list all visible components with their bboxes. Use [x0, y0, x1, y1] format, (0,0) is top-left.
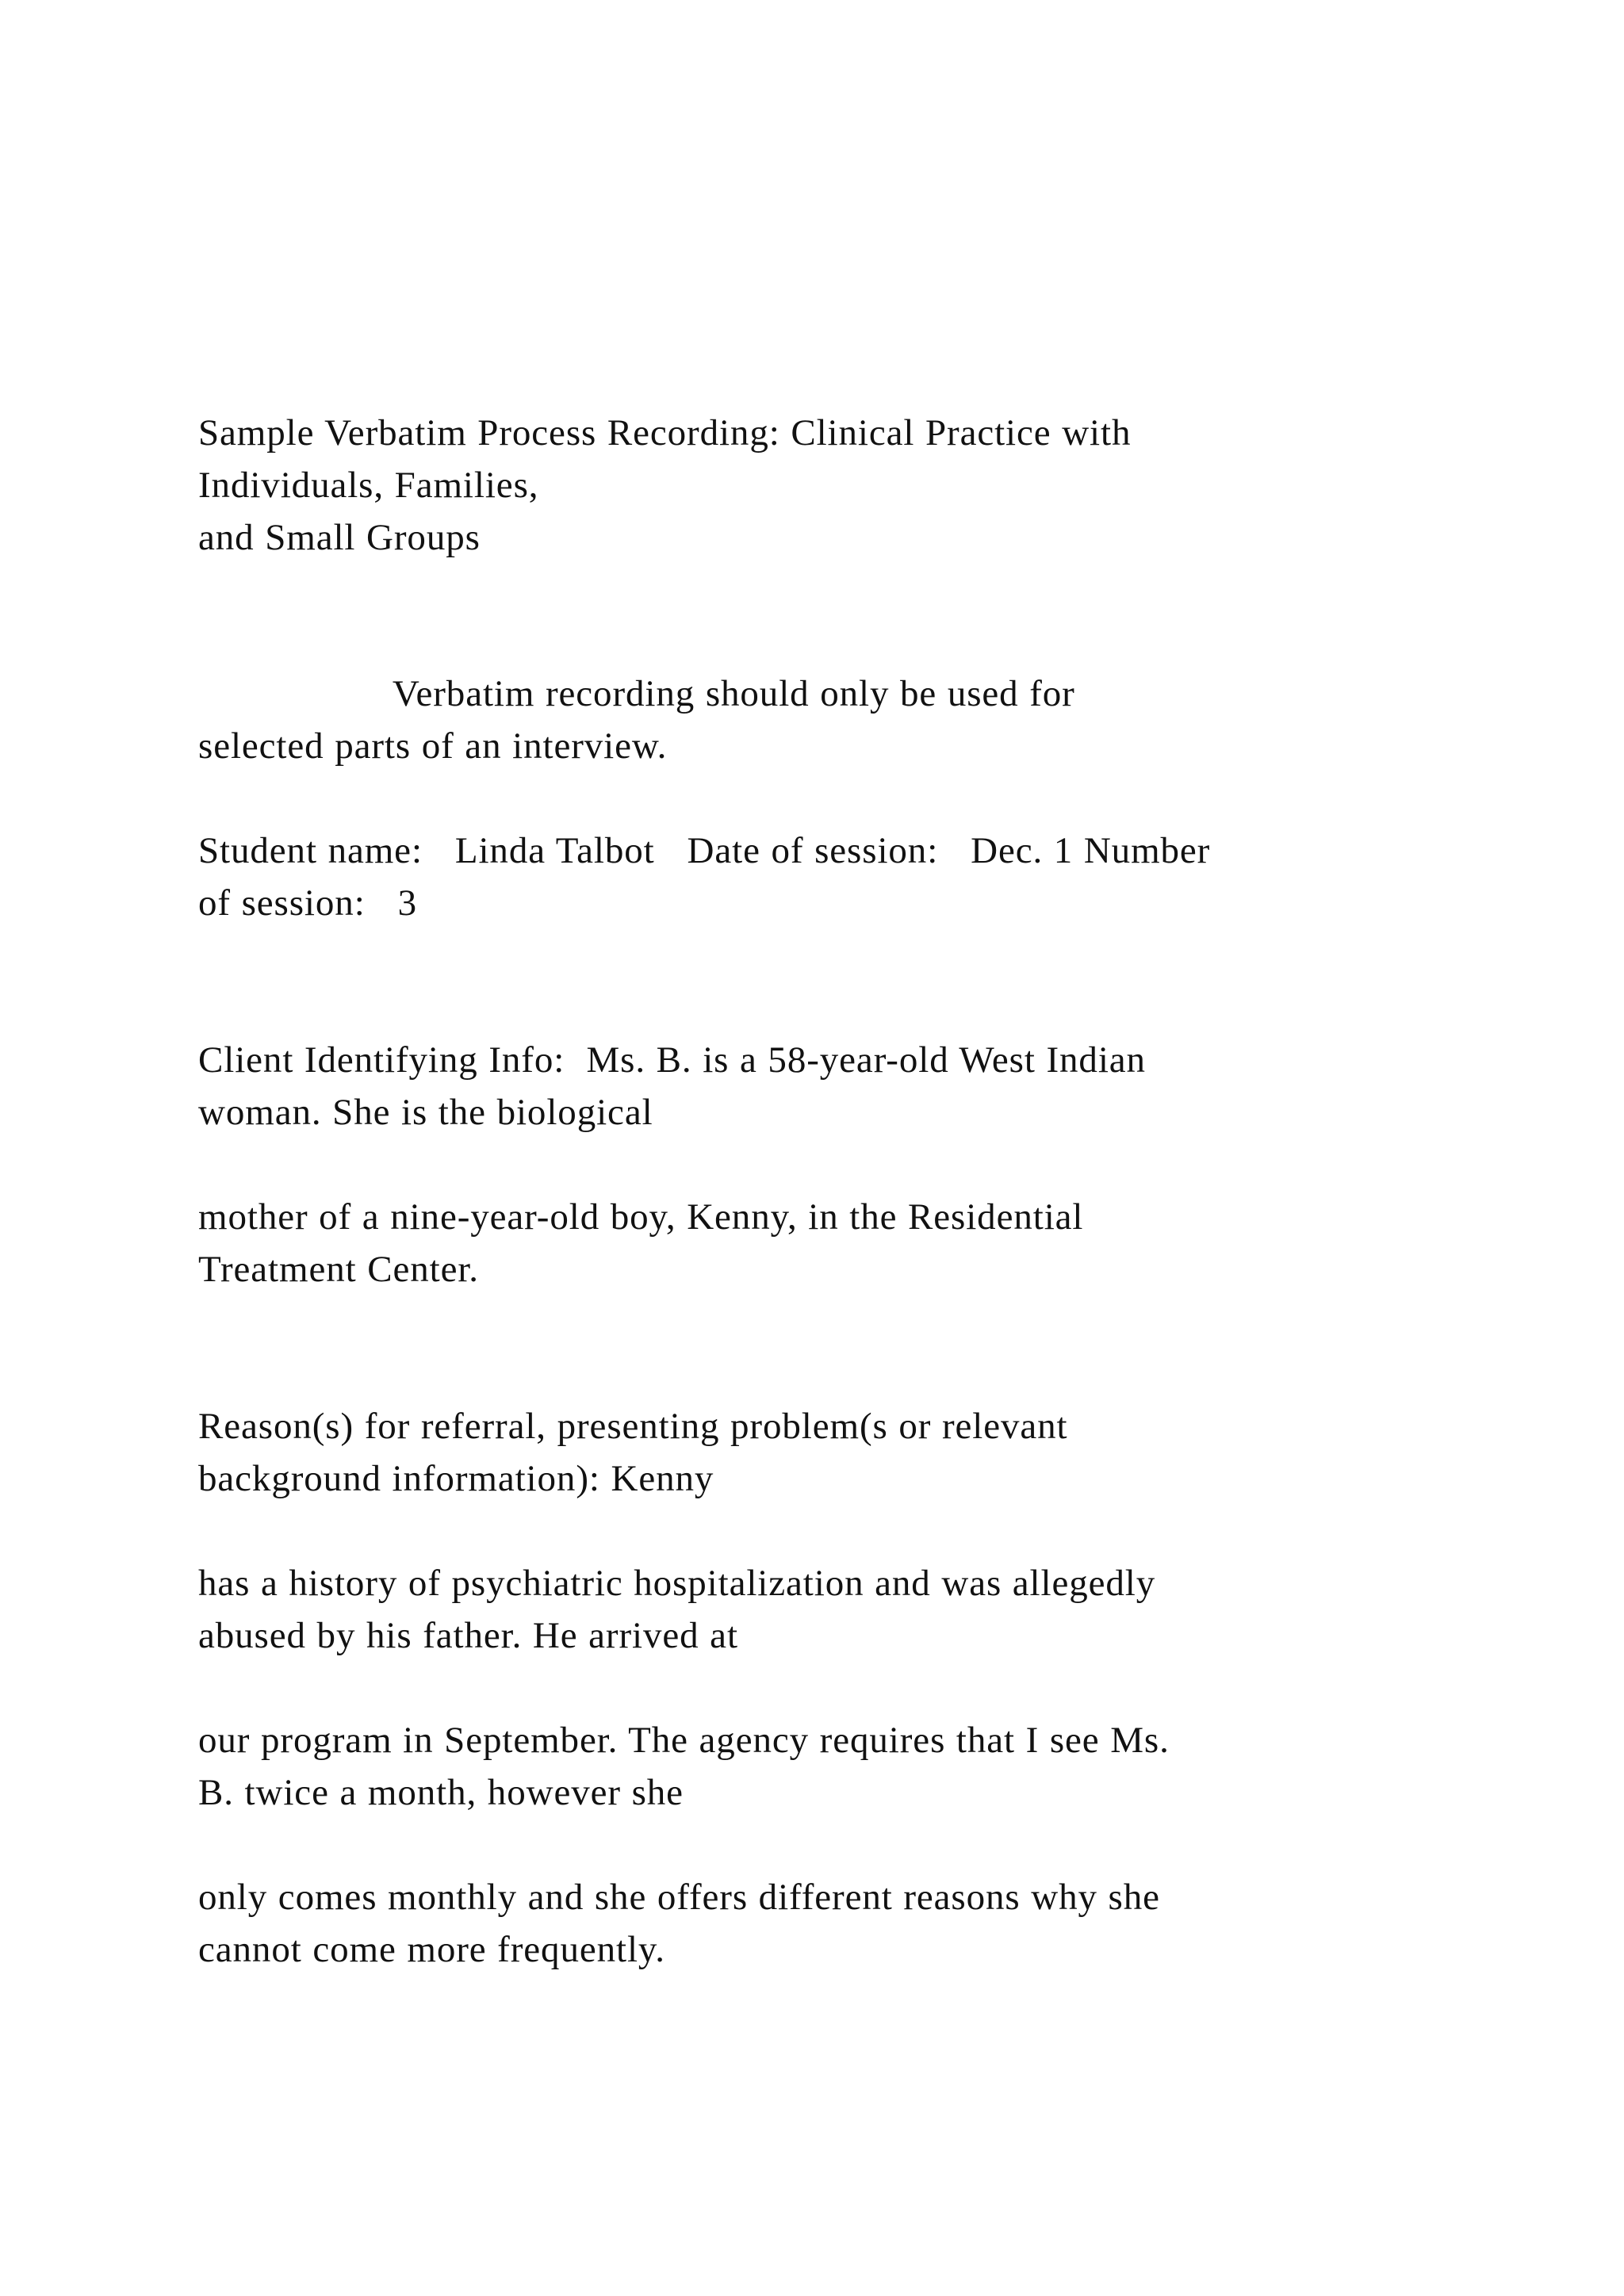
- session-line-1: Student name: Linda Talbot Date of session: Dec. 1 Number: [198, 830, 1211, 871]
- referral-line-3: has a history of psychiatric hospitalization and was allegedly: [198, 1563, 1156, 1604]
- client-info-line-3: mother of a nine-year-old boy, Kenny, in the Residential: [198, 1196, 1084, 1238]
- client-info-line-1: Client Identifying Info: Ms. B. is a 58-year-old West Indian: [198, 1039, 1146, 1081]
- session-line-2: of session: 3: [198, 882, 417, 924]
- title-line-3: and Small Groups: [198, 517, 481, 558]
- referral-line-2: background information): Kenny: [198, 1458, 714, 1499]
- note-line-1: Verbatim recording should only be used for: [198, 673, 1075, 714]
- client-info-line-2: woman. She is the biological: [198, 1092, 653, 1133]
- title-line-2: Individuals, Families,: [198, 465, 539, 506]
- title-line-1: Sample Verbatim Process Recording: Clinical Practice with: [198, 412, 1132, 453]
- referral-line-5: our program in September. The agency requires that I see Ms.: [198, 1720, 1170, 1761]
- referral-line-4: abused by his father. He arrived at: [198, 1615, 738, 1656]
- referral-line-8: cannot come more frequently.: [198, 1929, 665, 1970]
- client-info-line-4: Treatment Center.: [198, 1249, 479, 1290]
- note-line-2: selected parts of an interview.: [198, 725, 668, 767]
- referral-line-6: B. twice a month, however she: [198, 1772, 684, 1813]
- referral-line-1: Reason(s) for referral, presenting problem(s or relevant: [198, 1406, 1068, 1447]
- referral-line-7: only comes monthly and she offers different reasons why she: [198, 1877, 1160, 1918]
